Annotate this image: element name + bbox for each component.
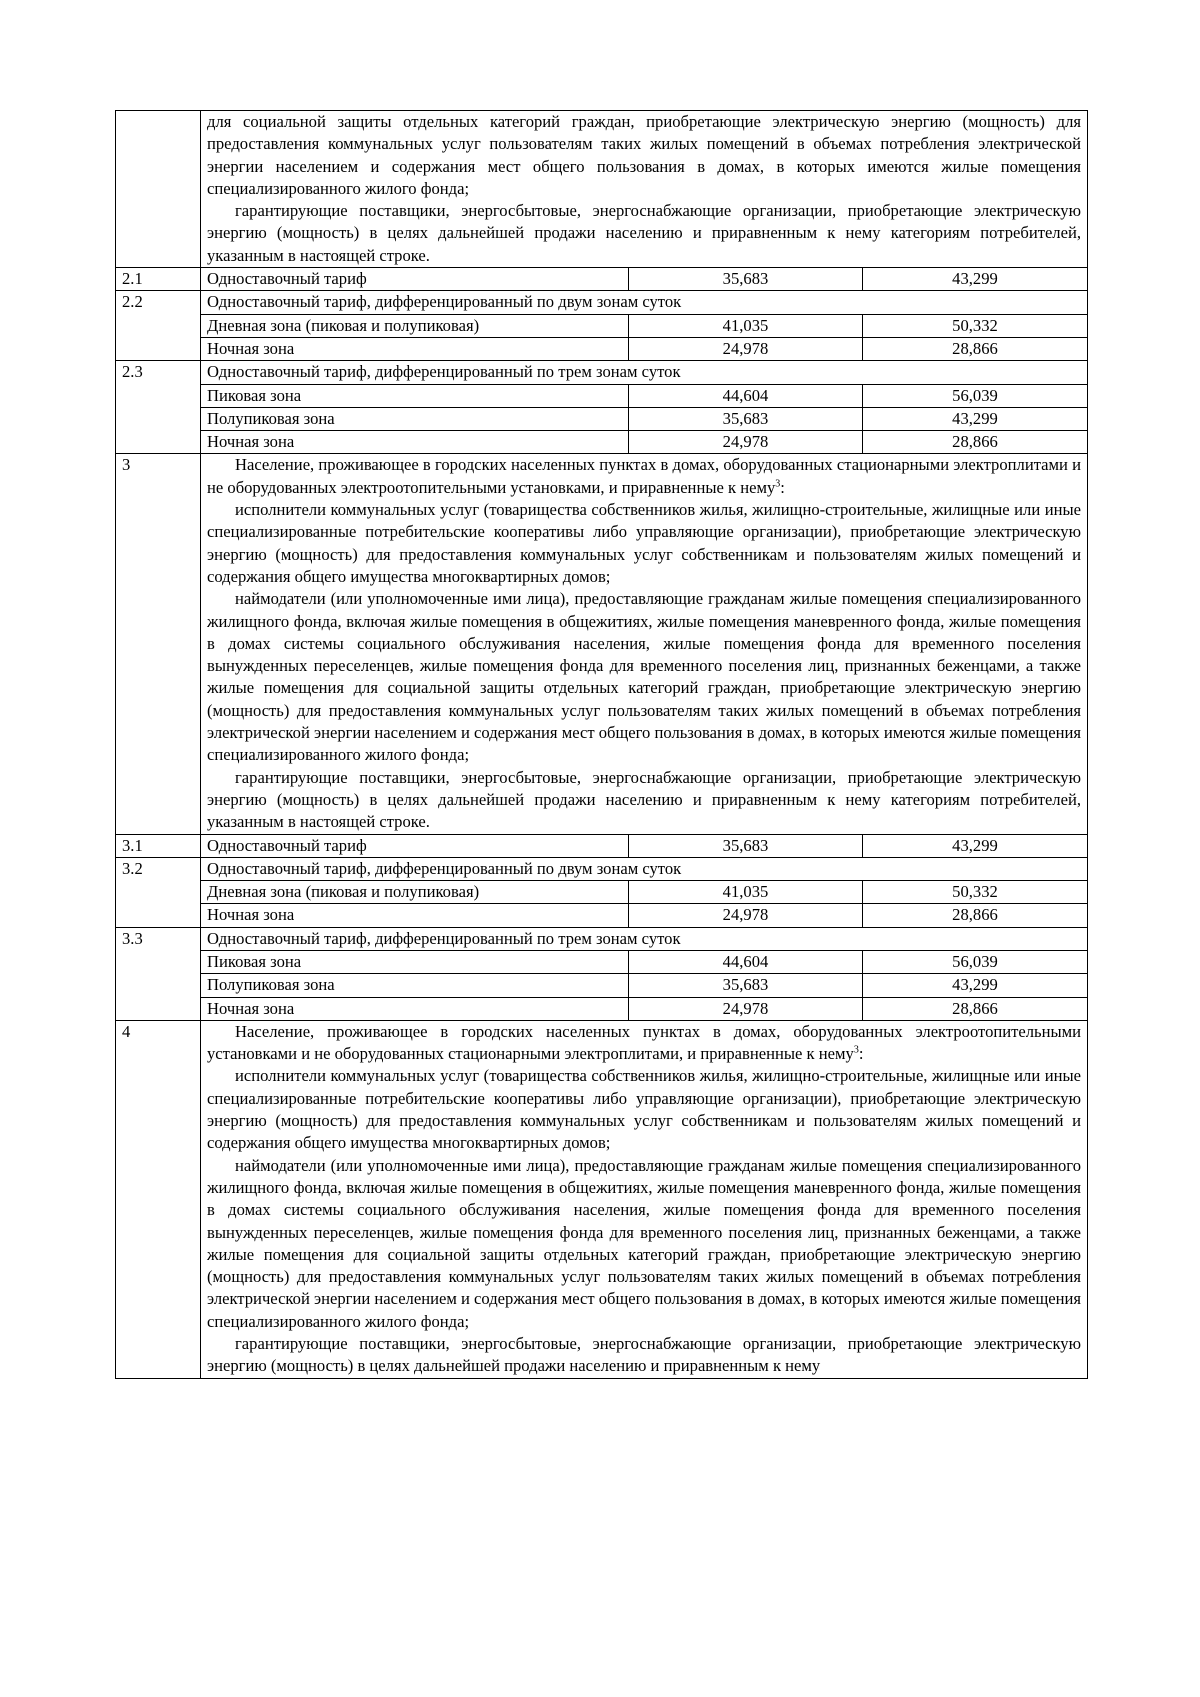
row-number: 4 <box>116 1020 201 1378</box>
row-description <box>201 454 1088 834</box>
table-row <box>116 111 1088 268</box>
zone-label: Ночная зона <box>201 997 629 1020</box>
tariff-table <box>115 110 1088 1379</box>
row-number: 3 <box>116 454 201 834</box>
tariff-value-1: 35,683 <box>629 974 863 997</box>
tariff-value-1: 41,035 <box>629 314 863 337</box>
paragraph: наймодатели (или уполномоченные ими лица), предоставляющие гражданам жилые помещения специализированного жилищного фонда, включая жилые помещения в общежитиях, жилые помещения маневренного фонда, жилые помещения в домах системы социального обслуживания населения, жилые помещения фонда для временного поселения вынужденных переселенцев, жилые помещения фонда для временного поселения лиц, признанных беженцами, а также жилые помещения для социальной защиты отдельных категорий граждан, приобретающие электрическую энергию (мощность) для предоставления коммунальных услуг пользователям таких жилых помещений в объемах потребления электрической энергии населением и содержания мест общего пользования в домах, в которых имеются жилые помещения специализированного жилого фонда; <box>207 589 1081 765</box>
paragraph: гарантирующие поставщики, энергосбытовые, энергоснабжающие организации, приобретающие электрическую энергию (мощность) в целях дальнейшей продажи населению и приравненным к нему категориям потребителей, указанным в настоящей строке. <box>207 767 1081 832</box>
tariff-value-2: 28,866 <box>863 997 1088 1020</box>
tariff-value-1: 44,604 <box>629 950 863 973</box>
table-row <box>116 291 1088 314</box>
paragraph <box>207 454 1081 499</box>
table-row <box>116 974 1088 997</box>
tariff-label: Одноставочный тариф, дифференцированный по трем зонам суток <box>201 927 1088 950</box>
tariff-value-1: 35,683 <box>629 268 863 291</box>
table-row <box>116 314 1088 337</box>
tariff-value-2: 50,332 <box>863 314 1088 337</box>
tariff-value-1: 24,978 <box>629 904 863 927</box>
tariff-label: Одноставочный тариф <box>201 834 629 857</box>
tariff-value-1: 44,604 <box>629 384 863 407</box>
row-description <box>201 111 1088 268</box>
table-row <box>116 407 1088 430</box>
row-description <box>201 1020 1088 1378</box>
row-number: 2.3 <box>116 361 201 454</box>
row-number: 3.3 <box>116 927 201 1020</box>
tariff-value-2: 28,866 <box>863 431 1088 454</box>
row-number <box>116 111 201 268</box>
zone-label: Полупиковая зона <box>201 407 629 430</box>
paragraph: гарантирующие поставщики, энергосбытовые, энергоснабжающие организации, приобретающие электрическую энергию (мощность) в целях дальнейшей продажи населению и приравненным к нему категориям потребителей, указанным в настоящей строке. <box>207 201 1081 265</box>
table-row <box>116 454 1088 834</box>
table-row <box>116 997 1088 1020</box>
tariff-label: Одноставочный тариф <box>201 268 629 291</box>
row-number: 3.1 <box>116 834 201 857</box>
tariff-value-1: 35,683 <box>629 834 863 857</box>
paragraph-end: : <box>858 1044 864 1064</box>
zone-label: Пиковая зона <box>201 950 629 973</box>
zone-label: Дневная зона (пиковая и полупиковая) <box>201 881 629 904</box>
tariff-value-2: 56,039 <box>863 384 1088 407</box>
zone-label: Полупиковая зона <box>201 974 629 997</box>
tariff-value-2: 28,866 <box>863 904 1088 927</box>
paragraph: гарантирующие поставщики, энергосбытовые, энергоснабжающие организации, приобретающие электрическую энергию (мощность) в целях дальнейшей продажи населению и приравненным к нему <box>207 1334 1081 1376</box>
tariff-value-2: 43,299 <box>863 974 1088 997</box>
paragraph <box>207 1021 1081 1066</box>
table-row <box>116 904 1088 927</box>
table-row <box>116 431 1088 454</box>
table-row <box>116 927 1088 950</box>
tariff-value-2: 43,299 <box>863 834 1088 857</box>
footnote-ref: 3 <box>853 1044 859 1056</box>
table-row <box>116 268 1088 291</box>
zone-label: Дневная зона (пиковая и полупиковая) <box>201 314 629 337</box>
tariff-value-1: 24,978 <box>629 337 863 360</box>
tariff-value-1: 35,683 <box>629 407 863 430</box>
paragraph: исполнители коммунальных услуг (товарищества собственников жилья, жилищно-строительные, жилищные или иные специализированные потребительские кооперативы либо управляющие организации), приобретающие электрическую энергию (мощность) для предоставления коммунальных услуг собственникам и пользователям жилых помещений и содержания общего имущества многоквартирных домов; <box>207 1066 1081 1153</box>
table-row <box>116 337 1088 360</box>
tariff-value-2: 43,299 <box>863 407 1088 430</box>
tariff-value-2: 50,332 <box>863 881 1088 904</box>
tariff-value-1: 24,978 <box>629 431 863 454</box>
footnote-ref: 3 <box>775 478 781 490</box>
table-row <box>116 857 1088 880</box>
tariff-value-2: 56,039 <box>863 950 1088 973</box>
paragraph: для социальной защиты отдельных категорий граждан, приобретающие электрическую энергию (мощность) для предоставления коммунальных услуг пользователям таких жилых помещений в объемах потребления электрической энергии населением и содержания мест общего пользования в домах, в которых имеются жилые помещения специализированного жилого фонда; <box>207 112 1081 198</box>
tariff-label: Одноставочный тариф, дифференцированный по двум зонам суток <box>201 291 1088 314</box>
table-row <box>116 384 1088 407</box>
paragraph-text: Население, проживающее в городских населенных пунктах в домах, оборудованных электроотопительными установками и не оборудованных стационарными электроплитами, и приравненные к нему <box>207 1021 1081 1064</box>
tariff-value-2: 43,299 <box>863 268 1088 291</box>
tariff-value-1: 24,978 <box>629 997 863 1020</box>
zone-label: Ночная зона <box>201 337 629 360</box>
paragraph-text: Население, проживающее в городских населенных пунктах в домах, оборудованных стационарными электроплитами и не оборудованных электроотопительными установками, и приравненные к нему <box>207 455 1081 497</box>
tariff-value-2: 28,866 <box>863 337 1088 360</box>
paragraph: наймодатели (или уполномоченные ими лица), предоставляющие гражданам жилые помещения специализированного жилищного фонда, включая жилые помещения в общежитиях, жилые помещения маневренного фонда, жилые помещения в домах системы социального обслуживания населения, жилые помещения фонда для временного поселения вынужденных переселенцев, жилые помещения фонда для временного поселения лиц, признанных беженцами, а также жилые помещения для социальной защиты отдельных категорий граждан, приобретающие электрическую энергию (мощность) для предоставления коммунальных услуг пользователям таких жилых помещений в объемах потребления электрической энергии населением и содержания мест общего пользования в домах, в которых имеются жилые помещения специализированного жилого фонда; <box>207 1155 1081 1331</box>
paragraph-end: : <box>780 477 785 497</box>
row-number: 2.2 <box>116 291 201 361</box>
row-number: 2.1 <box>116 268 201 291</box>
zone-label: Ночная зона <box>201 431 629 454</box>
zone-label: Пиковая зона <box>201 384 629 407</box>
table-row <box>116 1020 1088 1378</box>
row-number: 3.2 <box>116 857 201 927</box>
table-row <box>116 950 1088 973</box>
tariff-label: Одноставочный тариф, дифференцированный по двум зонам суток <box>201 857 1088 880</box>
tariff-label: Одноставочный тариф, дифференцированный по трем зонам суток <box>201 361 1088 384</box>
tariff-value-1: 41,035 <box>629 881 863 904</box>
paragraph: исполнители коммунальных услуг (товарищества собственников жилья, жилищно-строительные, жилищные или иные специализированные потребительские кооперативы либо управляющие организации), приобретающие электрическую энергию (мощность) для предоставления коммунальных услуг собственникам и пользователям жилых помещений и содержания общего имущества многоквартирных домов; <box>207 500 1081 586</box>
zone-label: Ночная зона <box>201 904 629 927</box>
table-row <box>116 361 1088 384</box>
table-row <box>116 881 1088 904</box>
table-row <box>116 834 1088 857</box>
